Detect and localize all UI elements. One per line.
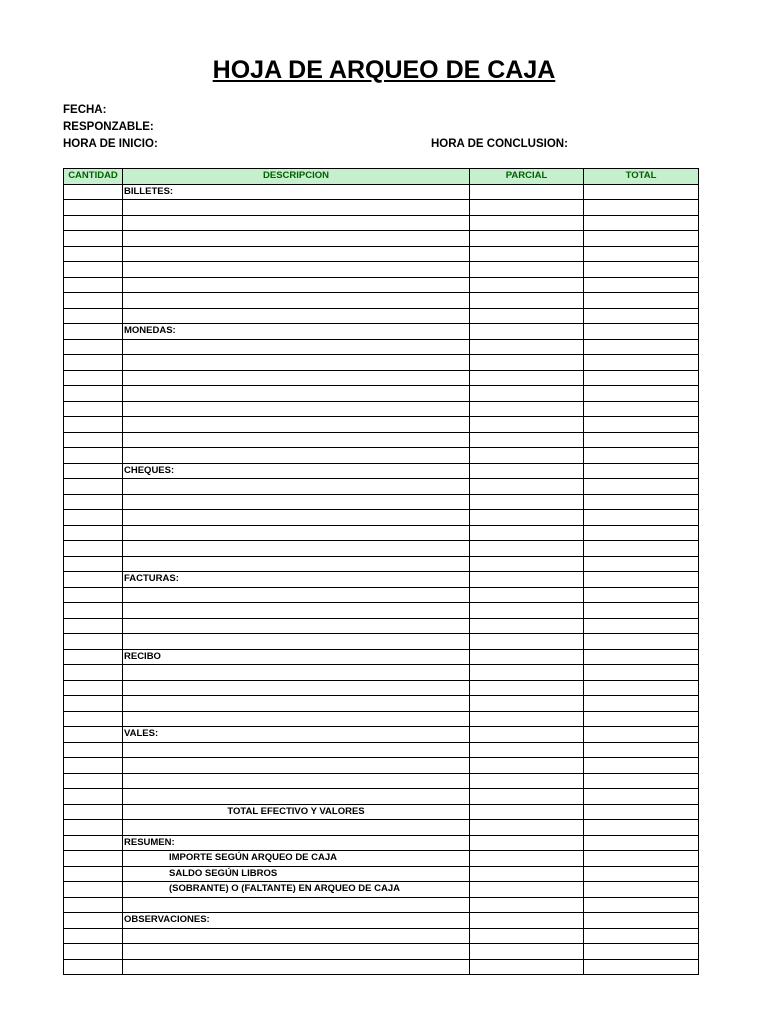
descripcion-cell[interactable] <box>123 510 470 526</box>
cantidad-cell[interactable] <box>64 401 123 417</box>
descripcion-cell[interactable]: RESUMEN: <box>123 835 470 851</box>
cantidad-cell[interactable] <box>64 680 123 696</box>
table-row <box>64 882 699 898</box>
descripcion-cell[interactable] <box>123 603 470 619</box>
header-cantidad: CANTIDAD <box>64 169 123 185</box>
cantidad-cell[interactable] <box>64 897 123 913</box>
cantidad-cell[interactable] <box>64 339 123 355</box>
total-cell[interactable] <box>584 789 699 805</box>
descripcion-cell[interactable] <box>123 680 470 696</box>
parcial-cell[interactable] <box>470 680 584 696</box>
header-total: TOTAL <box>584 169 699 185</box>
descripcion-cell[interactable] <box>123 401 470 417</box>
total-cell[interactable] <box>584 494 699 510</box>
total-cell[interactable] <box>584 928 699 944</box>
descripcion-cell[interactable]: RECIBO <box>123 649 470 665</box>
responsable-label: RESPONZABLE: <box>63 121 154 133</box>
cantidad-cell[interactable] <box>64 246 123 262</box>
total-cell[interactable] <box>584 355 699 371</box>
cantidad-cell[interactable] <box>64 541 123 557</box>
parcial-cell[interactable] <box>470 215 584 231</box>
cantidad-cell[interactable] <box>64 789 123 805</box>
parcial-cell[interactable] <box>470 246 584 262</box>
cantidad-cell[interactable] <box>64 494 123 510</box>
parcial-cell[interactable] <box>470 944 584 960</box>
parcial-cell[interactable] <box>470 200 584 216</box>
descripcion-cell[interactable] <box>123 959 470 975</box>
table-row <box>64 184 699 200</box>
parcial-cell[interactable] <box>470 184 584 200</box>
cantidad-cell[interactable] <box>64 308 123 324</box>
descripcion-cell[interactable] <box>123 525 470 541</box>
parcial-cell[interactable] <box>470 324 584 340</box>
descripcion-cell[interactable] <box>123 246 470 262</box>
total-cell[interactable] <box>584 696 699 712</box>
table-row <box>64 820 699 836</box>
descripcion-cell[interactable] <box>123 262 470 278</box>
cantidad-cell[interactable] <box>64 184 123 200</box>
total-cell[interactable] <box>584 913 699 929</box>
table-row <box>64 215 699 231</box>
descripcion-cell[interactable]: MONEDAS: <box>123 324 470 340</box>
cantidad-cell[interactable] <box>64 820 123 836</box>
descripcion-cell[interactable]: BILLETES: <box>123 184 470 200</box>
descripcion-cell[interactable] <box>123 541 470 557</box>
total-cell[interactable] <box>584 262 699 278</box>
total-cell[interactable] <box>584 324 699 340</box>
table-header-row <box>64 169 699 185</box>
table-row <box>64 835 699 851</box>
descripcion-cell[interactable] <box>123 386 470 402</box>
parcial-cell[interactable] <box>470 913 584 929</box>
table-row <box>64 355 699 371</box>
total-cell[interactable] <box>584 804 699 820</box>
table-row <box>64 262 699 278</box>
descripcion-cell[interactable]: IMPORTE SEGÚN ARQUEO DE CAJA <box>123 851 470 867</box>
descripcion-cell[interactable] <box>123 494 470 510</box>
parcial-cell[interactable] <box>470 804 584 820</box>
parcial-cell[interactable] <box>470 541 584 557</box>
total-cell[interactable] <box>584 603 699 619</box>
cantidad-cell[interactable] <box>64 649 123 665</box>
table-row <box>64 711 699 727</box>
cantidad-cell[interactable] <box>64 556 123 572</box>
parcial-cell[interactable] <box>470 479 584 495</box>
table-row <box>64 773 699 789</box>
total-cell[interactable] <box>584 510 699 526</box>
table-row <box>64 572 699 588</box>
hora-inicio-label: HORA DE INICIO: <box>63 138 158 150</box>
cantidad-cell[interactable] <box>64 882 123 898</box>
descripcion-cell[interactable] <box>123 944 470 960</box>
cantidad-cell[interactable] <box>64 835 123 851</box>
descripcion-cell[interactable] <box>123 231 470 247</box>
total-cell[interactable] <box>584 525 699 541</box>
hora-conclusion-label: HORA DE CONCLUSION: <box>431 138 568 150</box>
total-cell[interactable] <box>584 277 699 293</box>
parcial-cell[interactable] <box>470 262 584 278</box>
table-row <box>64 851 699 867</box>
parcial-cell[interactable] <box>470 773 584 789</box>
total-cell[interactable] <box>584 231 699 247</box>
table-row <box>64 463 699 479</box>
total-cell[interactable] <box>584 851 699 867</box>
descripcion-cell[interactable] <box>123 215 470 231</box>
table-row <box>64 866 699 882</box>
descripcion-cell[interactable] <box>123 665 470 681</box>
cantidad-cell[interactable] <box>64 804 123 820</box>
descripcion-cell[interactable]: SALDO SEGÚN LIBROS <box>123 866 470 882</box>
descripcion-cell[interactable] <box>123 417 470 433</box>
descripcion-cell[interactable]: FACTURAS: <box>123 572 470 588</box>
table-row <box>64 525 699 541</box>
descripcion-cell[interactable] <box>123 618 470 634</box>
parcial-cell[interactable] <box>470 665 584 681</box>
total-cell[interactable] <box>584 758 699 774</box>
parcial-cell[interactable] <box>470 711 584 727</box>
parcial-cell[interactable] <box>470 417 584 433</box>
descripcion-cell[interactable]: VALES: <box>123 727 470 743</box>
descripcion-cell[interactable] <box>123 339 470 355</box>
cantidad-cell[interactable] <box>64 959 123 975</box>
parcial-cell[interactable] <box>470 758 584 774</box>
parcial-cell[interactable] <box>470 386 584 402</box>
table-row <box>64 587 699 603</box>
total-cell[interactable] <box>584 293 699 309</box>
table-row <box>64 386 699 402</box>
total-cell[interactable] <box>584 680 699 696</box>
total-cell[interactable] <box>584 649 699 665</box>
table-row <box>64 696 699 712</box>
cantidad-cell[interactable] <box>64 231 123 247</box>
cantidad-cell[interactable] <box>64 293 123 309</box>
parcial-cell[interactable] <box>470 835 584 851</box>
table-row <box>64 494 699 510</box>
table-row <box>64 246 699 262</box>
parcial-cell[interactable] <box>470 820 584 836</box>
cantidad-cell[interactable] <box>64 386 123 402</box>
cantidad-cell[interactable] <box>64 618 123 634</box>
parcial-cell[interactable] <box>470 494 584 510</box>
total-cell[interactable] <box>584 866 699 882</box>
parcial-cell[interactable] <box>470 587 584 603</box>
descripcion-cell[interactable] <box>123 355 470 371</box>
table-row <box>64 200 699 216</box>
descripcion-cell[interactable] <box>123 820 470 836</box>
descripcion-cell[interactable]: CHEQUES: <box>123 463 470 479</box>
table-row <box>64 370 699 386</box>
table-row <box>64 618 699 634</box>
total-cell[interactable] <box>584 820 699 836</box>
total-cell[interactable] <box>584 417 699 433</box>
total-cell[interactable] <box>584 618 699 634</box>
total-cell[interactable] <box>584 634 699 650</box>
cantidad-cell[interactable] <box>64 711 123 727</box>
parcial-cell[interactable] <box>470 928 584 944</box>
descripcion-cell[interactable] <box>123 696 470 712</box>
table-row <box>64 603 699 619</box>
cantidad-cell[interactable] <box>64 587 123 603</box>
total-cell[interactable] <box>584 835 699 851</box>
parcial-cell[interactable] <box>470 851 584 867</box>
parcial-cell[interactable] <box>470 727 584 743</box>
total-cell[interactable] <box>584 401 699 417</box>
parcial-cell[interactable] <box>470 432 584 448</box>
total-cell[interactable] <box>584 246 699 262</box>
fecha-label: FECHA: <box>63 104 107 116</box>
cantidad-cell[interactable] <box>64 773 123 789</box>
table-row <box>64 665 699 681</box>
table-row <box>64 913 699 929</box>
cantidad-cell[interactable] <box>64 432 123 448</box>
descripcion-cell[interactable] <box>123 789 470 805</box>
descripcion-cell[interactable] <box>123 742 470 758</box>
header-parcial: PARCIAL <box>470 169 584 185</box>
cantidad-cell[interactable] <box>64 262 123 278</box>
parcial-cell[interactable] <box>470 308 584 324</box>
total-cell[interactable] <box>584 339 699 355</box>
cantidad-cell[interactable] <box>64 851 123 867</box>
table-row <box>64 556 699 572</box>
table-row <box>64 649 699 665</box>
descripcion-cell[interactable] <box>123 293 470 309</box>
table-row <box>64 479 699 495</box>
total-cell[interactable] <box>584 944 699 960</box>
table-row <box>64 634 699 650</box>
total-cell[interactable] <box>584 479 699 495</box>
table-row <box>64 510 699 526</box>
parcial-cell[interactable] <box>470 618 584 634</box>
parcial-cell[interactable] <box>470 556 584 572</box>
cantidad-cell[interactable] <box>64 665 123 681</box>
parcial-cell[interactable] <box>470 742 584 758</box>
table-row <box>64 897 699 913</box>
table-row <box>64 944 699 960</box>
table-row <box>64 541 699 557</box>
total-cell[interactable] <box>584 448 699 464</box>
table-row <box>64 727 699 743</box>
parcial-cell[interactable] <box>470 355 584 371</box>
parcial-cell[interactable] <box>470 463 584 479</box>
total-cell[interactable] <box>584 541 699 557</box>
total-cell[interactable] <box>584 432 699 448</box>
table-row <box>64 928 699 944</box>
total-cell[interactable] <box>584 386 699 402</box>
table-row <box>64 789 699 805</box>
total-cell[interactable] <box>584 184 699 200</box>
table-row <box>64 324 699 340</box>
cantidad-cell[interactable] <box>64 634 123 650</box>
descripcion-cell[interactable]: (SOBRANTE) O (FALTANTE) EN ARQUEO DE CAJA <box>123 882 470 898</box>
parcial-cell[interactable] <box>470 448 584 464</box>
table-row <box>64 277 699 293</box>
parcial-cell[interactable] <box>470 293 584 309</box>
total-cell[interactable] <box>584 308 699 324</box>
cantidad-cell[interactable] <box>64 944 123 960</box>
parcial-cell[interactable] <box>470 897 584 913</box>
parcial-cell[interactable] <box>470 339 584 355</box>
total-cell[interactable] <box>584 572 699 588</box>
cantidad-cell[interactable] <box>64 370 123 386</box>
table-row <box>64 448 699 464</box>
parcial-cell[interactable] <box>470 866 584 882</box>
descripcion-cell[interactable] <box>123 200 470 216</box>
descripcion-cell[interactable] <box>123 634 470 650</box>
descripcion-cell[interactable] <box>123 711 470 727</box>
parcial-cell[interactable] <box>470 231 584 247</box>
parcial-cell[interactable] <box>470 649 584 665</box>
parcial-cell[interactable] <box>470 572 584 588</box>
arqueo-table <box>63 168 699 975</box>
table-row <box>64 742 699 758</box>
parcial-cell[interactable] <box>470 277 584 293</box>
descripcion-cell[interactable] <box>123 308 470 324</box>
total-cell[interactable] <box>584 587 699 603</box>
header-descripcion: DESCRIPCION <box>123 169 470 185</box>
table-row <box>64 959 699 975</box>
cantidad-cell[interactable] <box>64 727 123 743</box>
total-cell[interactable] <box>584 742 699 758</box>
cantidad-cell[interactable] <box>64 200 123 216</box>
cantidad-cell[interactable] <box>64 215 123 231</box>
total-cell[interactable] <box>584 665 699 681</box>
table-row <box>64 293 699 309</box>
cantidad-cell[interactable] <box>64 448 123 464</box>
parcial-cell[interactable] <box>470 370 584 386</box>
cantidad-cell[interactable] <box>64 277 123 293</box>
table-row <box>64 758 699 774</box>
total-cell[interactable] <box>584 215 699 231</box>
cantidad-cell[interactable] <box>64 696 123 712</box>
descripcion-cell[interactable] <box>123 370 470 386</box>
descripcion-cell[interactable] <box>123 432 470 448</box>
total-cell[interactable] <box>584 463 699 479</box>
table-row <box>64 339 699 355</box>
table-row <box>64 432 699 448</box>
parcial-cell[interactable] <box>470 789 584 805</box>
descripcion-cell[interactable] <box>123 556 470 572</box>
cantidad-cell[interactable] <box>64 324 123 340</box>
descripcion-cell[interactable] <box>123 448 470 464</box>
parcial-cell[interactable] <box>470 510 584 526</box>
total-cell[interactable] <box>584 556 699 572</box>
cantidad-cell[interactable] <box>64 603 123 619</box>
descripcion-cell[interactable] <box>123 479 470 495</box>
parcial-cell[interactable] <box>470 696 584 712</box>
descripcion-cell[interactable] <box>123 587 470 603</box>
descripcion-cell[interactable] <box>123 897 470 913</box>
table-row <box>64 680 699 696</box>
cantidad-cell[interactable] <box>64 355 123 371</box>
descripcion-cell[interactable]: TOTAL EFECTIVO Y VALORES <box>123 804 470 820</box>
total-cell[interactable] <box>584 727 699 743</box>
total-cell[interactable] <box>584 370 699 386</box>
total-cell[interactable] <box>584 773 699 789</box>
cantidad-cell[interactable] <box>64 572 123 588</box>
parcial-cell[interactable] <box>470 882 584 898</box>
cantidad-cell[interactable] <box>64 913 123 929</box>
parcial-cell[interactable] <box>470 959 584 975</box>
total-cell[interactable] <box>584 200 699 216</box>
descripcion-cell[interactable] <box>123 758 470 774</box>
cantidad-cell[interactable] <box>64 758 123 774</box>
cantidad-cell[interactable] <box>64 417 123 433</box>
parcial-cell[interactable] <box>470 401 584 417</box>
descripcion-cell[interactable] <box>123 928 470 944</box>
cantidad-cell[interactable] <box>64 510 123 526</box>
table-row <box>64 231 699 247</box>
table-row <box>64 401 699 417</box>
cantidad-cell[interactable] <box>64 525 123 541</box>
cantidad-cell[interactable] <box>64 742 123 758</box>
cantidad-cell[interactable] <box>64 928 123 944</box>
descripcion-cell[interactable] <box>123 773 470 789</box>
total-cell[interactable] <box>584 882 699 898</box>
total-cell[interactable] <box>584 711 699 727</box>
cantidad-cell[interactable] <box>64 479 123 495</box>
parcial-cell[interactable] <box>470 603 584 619</box>
table-row <box>64 417 699 433</box>
page-title: HOJA DE ARQUEO DE CAJA <box>212 56 556 84</box>
table-row <box>64 308 699 324</box>
descripcion-cell[interactable] <box>123 277 470 293</box>
total-cell[interactable] <box>584 959 699 975</box>
cantidad-cell[interactable] <box>64 866 123 882</box>
cantidad-cell[interactable] <box>64 463 123 479</box>
parcial-cell[interactable] <box>470 525 584 541</box>
parcial-cell[interactable] <box>470 634 584 650</box>
total-cell[interactable] <box>584 897 699 913</box>
table-row <box>64 804 699 820</box>
descripcion-cell[interactable]: OBSERVACIONES: <box>123 913 470 929</box>
